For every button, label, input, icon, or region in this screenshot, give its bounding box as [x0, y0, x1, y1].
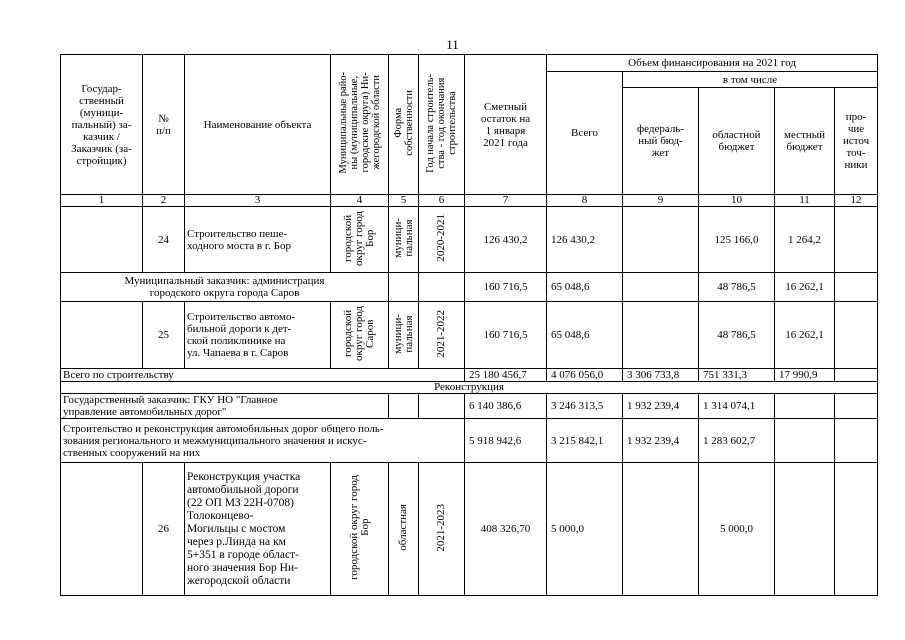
column-number: 10: [699, 195, 775, 207]
cell-regional: 48 786,5: [699, 273, 775, 302]
column-number: 11: [775, 195, 835, 207]
table-row-25: [61, 302, 878, 369]
cell-regional: 1 314 074,1: [699, 394, 775, 419]
cell-total: 65 048,6: [547, 273, 623, 302]
cell-object-name: Строительство пеше- ходного моста в г. Бор: [185, 207, 331, 273]
column-number: 9: [623, 195, 699, 207]
cell-customer: [61, 207, 143, 273]
cell-balance: 160 716,5: [465, 302, 547, 369]
cell-total: 3 215 842,1: [547, 419, 623, 463]
cell-other: [835, 207, 878, 273]
column-number: 3: [185, 195, 331, 207]
header-years: Год начала строитель- ства - год окончания строительства: [419, 55, 465, 195]
cell-other: [835, 419, 878, 463]
column-number: 4: [331, 195, 389, 207]
cell-regional: 1 283 602,7: [699, 419, 775, 463]
cell-balance: 25 180 456,7: [465, 369, 547, 382]
cell-local: 16 262,1: [775, 302, 835, 369]
cell-other: [835, 463, 878, 596]
cell-total: 4 076 056,0: [547, 369, 623, 382]
header-municipality: Муниципальные райо- ны (муниципальные, городские округа) Ни- жегородской области: [331, 55, 389, 195]
total-label: Всего по строительству: [61, 369, 465, 382]
table-row-24: [61, 207, 878, 273]
cell-object-name: Строительство автомо- бильной дороги к дет- ской поликлинике на ул. Чапаева в г. Саров: [185, 302, 331, 369]
cell-municipality: городской округ город Бор: [331, 463, 389, 596]
cell-ownership: областная: [389, 463, 419, 596]
header-row-1: [61, 55, 878, 72]
column-number: 1: [61, 195, 143, 207]
column-number: 8: [547, 195, 623, 207]
cell-local: 16 262,1: [775, 273, 835, 302]
cell-balance: 5 918 942,6: [465, 419, 547, 463]
cell-local: 1 264,2: [775, 207, 835, 273]
cell-regional: 48 786,5: [699, 302, 775, 369]
cell-total: 65 048,6: [547, 302, 623, 369]
cell-other: [835, 394, 878, 419]
subprogram-row-roads: [61, 419, 878, 463]
cell-other: [835, 302, 878, 369]
construction-total-row: [61, 369, 878, 382]
column-numbers-row: [61, 195, 878, 207]
header-ownership: Форма собственности: [389, 55, 419, 195]
cell-federal: 1 932 239,4: [623, 419, 699, 463]
cell-local: [775, 394, 835, 419]
cell-other: [835, 369, 878, 382]
cell-regional: 125 166,0: [699, 207, 775, 273]
header-other: про- чие источ точ- ники: [835, 88, 878, 195]
header-regional: областной бюджет: [699, 88, 775, 195]
cell-balance: 6 140 386,6: [465, 394, 547, 419]
cell-total: 5 000,0: [547, 463, 623, 596]
financing-table: [60, 54, 878, 596]
column-number: 2: [143, 195, 185, 207]
cell-federal: [623, 302, 699, 369]
cell-ownership: муници- пальная: [389, 302, 419, 369]
header-local: местный бюджет: [775, 88, 835, 195]
cell-local: [775, 463, 835, 596]
customer-label: Государственный заказчик: ГКУ НО "Главное управление автомобильных дорог": [61, 394, 389, 419]
cell-ownership: муници- пальная: [389, 207, 419, 273]
header-funding-volume: Объем финансирования на 2021 год: [547, 55, 878, 72]
header-num: № п/п: [143, 55, 185, 195]
cell-years: 2021-2022: [419, 302, 465, 369]
header-federal: федераль- ный бюд- жет: [623, 88, 699, 195]
column-number: 5: [389, 195, 419, 207]
cell-regional: 5 000,0: [699, 463, 775, 596]
cell-federal: 1 932 239,4: [623, 394, 699, 419]
column-number: 12: [835, 195, 878, 207]
customer-label: Муниципальный заказчик: администрация городского округа города Саров: [61, 273, 389, 302]
header-including: в том числе: [623, 72, 878, 88]
cell-num: 26: [143, 463, 185, 596]
cell-local: 17 990,9: [775, 369, 835, 382]
subprogram-label: Строительство и реконструкция автомобильных дорог общего поль- зования регионального и межмуниципального значения и искус- ственных сооружений на них: [61, 419, 465, 463]
section-row-reconstruction: [61, 382, 878, 394]
cell-local: [775, 419, 835, 463]
cell-federal: 3 306 733,8: [623, 369, 699, 382]
cell-regional: 751 331,3: [699, 369, 775, 382]
customer-row-sarov: [61, 273, 878, 302]
column-number: 7: [465, 195, 547, 207]
cell-object-name: Реконструкция участка автомобильной дороги (22 ОП МЗ 22Н-0708) Толоконцево- Могильцы с мостом через р.Линда на км 5+351 в городе област- ного значения Бор Ни- жегородской области: [185, 463, 331, 596]
cell-federal: [623, 463, 699, 596]
cell-municipality: городской округ город Бор: [331, 207, 389, 273]
cell-balance: 160 716,5: [465, 273, 547, 302]
cell-years: 2021-2023: [419, 463, 465, 596]
cell-other: [835, 273, 878, 302]
cell-federal: [623, 207, 699, 273]
cell-customer: [61, 463, 143, 596]
cell-municipality: городской округ город Саров: [331, 302, 389, 369]
header-customer: Государ- ственный (муници- пальный) за- казчик / Заказчик (за- стройщик): [61, 55, 143, 195]
page-number: 11: [446, 37, 459, 52]
table-row-26: [61, 463, 878, 596]
section-title: Реконструкция: [61, 382, 878, 394]
customer-row-gku: [61, 394, 878, 419]
column-number: 6: [419, 195, 465, 207]
cell-balance: 408 326,70: [465, 463, 547, 596]
header-total: Всего: [547, 72, 623, 195]
cell-total: 126 430,2: [547, 207, 623, 273]
cell-num: 25: [143, 302, 185, 369]
cell-total: 3 246 313,5: [547, 394, 623, 419]
cell-years: 2020-2021: [419, 207, 465, 273]
header-object-name: Наименование объекта: [185, 55, 331, 195]
cell-customer: [61, 302, 143, 369]
cell-federal: [623, 273, 699, 302]
cell-balance: 126 430,2: [465, 207, 547, 273]
cell-num: 24: [143, 207, 185, 273]
header-balance: Сметный остаток на 1 января 2021 года: [465, 55, 547, 195]
